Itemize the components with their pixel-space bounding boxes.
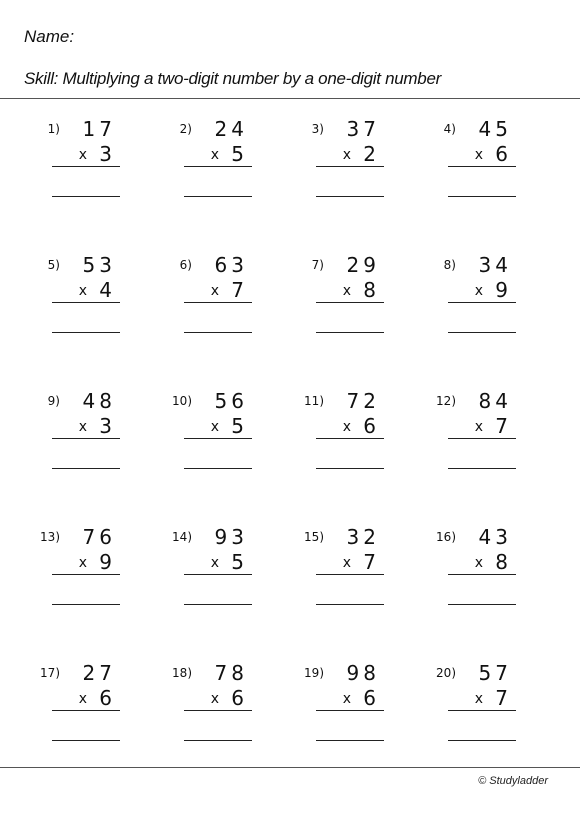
answer-line[interactable] <box>184 740 252 741</box>
multiply-sign: x <box>78 691 87 707</box>
multiplicand: 78 <box>214 661 248 685</box>
problem-number: 3) <box>311 122 324 136</box>
answer-line[interactable] <box>52 468 120 469</box>
operation-line <box>184 166 252 167</box>
answer-line[interactable] <box>184 332 252 333</box>
operation-line <box>52 302 120 303</box>
operation-line <box>448 302 516 303</box>
answer-line[interactable] <box>316 740 384 741</box>
problem-8 <box>408 253 528 368</box>
multiplicand: 57 <box>478 661 512 685</box>
copyright-text: © Studyladder <box>478 775 548 787</box>
multiplier: 3 <box>99 142 112 166</box>
multiplier: 8 <box>495 550 508 574</box>
multiplier: 7 <box>495 414 508 438</box>
problem-number: 18) <box>172 666 192 680</box>
multiplicand: 34 <box>478 253 512 277</box>
problem-number: 19) <box>304 666 324 680</box>
operation-line <box>316 438 384 439</box>
problem-16 <box>408 525 528 640</box>
multiplicand: 98 <box>346 661 380 685</box>
multiplicand: 63 <box>214 253 248 277</box>
multiplier: 7 <box>231 278 244 302</box>
problem-14 <box>144 525 264 640</box>
problem-number: 17) <box>40 666 60 680</box>
multiply-sign: x <box>210 419 219 435</box>
problem-2 <box>144 117 264 232</box>
problem-number: 16) <box>436 530 456 544</box>
operation-line <box>316 166 384 167</box>
multiplier: 4 <box>99 278 112 302</box>
multiply-sign: x <box>210 555 219 571</box>
problem-10 <box>144 389 264 504</box>
multiply-sign: x <box>210 147 219 163</box>
problem-number: 11) <box>304 394 324 408</box>
multiplier: 6 <box>495 142 508 166</box>
multiply-sign: x <box>342 283 351 299</box>
multiply-sign: x <box>342 691 351 707</box>
operation-line <box>52 574 120 575</box>
problem-15 <box>276 525 396 640</box>
answer-line[interactable] <box>448 604 516 605</box>
problem-number: 15) <box>304 530 324 544</box>
problem-1 <box>12 117 132 232</box>
multiplier: 6 <box>363 686 376 710</box>
problem-6 <box>144 253 264 368</box>
answer-line[interactable] <box>184 604 252 605</box>
problem-3 <box>276 117 396 232</box>
problem-number: 8) <box>443 258 456 272</box>
multiplicand: 56 <box>214 389 248 413</box>
multiplier: 9 <box>99 550 112 574</box>
multiplier: 5 <box>231 550 244 574</box>
multiplier: 8 <box>363 278 376 302</box>
footer-divider <box>0 767 580 768</box>
multiplicand: 17 <box>82 117 116 141</box>
multiply-sign: x <box>342 147 351 163</box>
multiplier: 6 <box>99 686 112 710</box>
answer-line[interactable] <box>316 468 384 469</box>
skill-line <box>24 69 441 89</box>
answer-line[interactable] <box>184 468 252 469</box>
answer-line[interactable] <box>448 740 516 741</box>
multiply-sign: x <box>474 691 483 707</box>
problem-20 <box>408 661 528 776</box>
multiplicand: 84 <box>478 389 512 413</box>
answer-line[interactable] <box>448 468 516 469</box>
operation-line <box>184 710 252 711</box>
multiply-sign: x <box>474 555 483 571</box>
answer-line[interactable] <box>52 196 120 197</box>
operation-line <box>316 302 384 303</box>
multiply-sign: x <box>78 283 87 299</box>
operation-line <box>184 574 252 575</box>
multiplicand: 43 <box>478 525 512 549</box>
answer-line[interactable] <box>448 332 516 333</box>
multiplier: 9 <box>495 278 508 302</box>
problem-number: 9) <box>47 394 60 408</box>
problem-number: 10) <box>172 394 192 408</box>
multiply-sign: x <box>474 419 483 435</box>
multiply-sign: x <box>474 283 483 299</box>
multiplier: 7 <box>495 686 508 710</box>
multiplier: 6 <box>363 414 376 438</box>
problem-11 <box>276 389 396 504</box>
answer-line[interactable] <box>316 196 384 197</box>
problem-17 <box>12 661 132 776</box>
skill-label: Skill: <box>24 69 59 88</box>
operation-line <box>184 438 252 439</box>
multiplicand: 29 <box>346 253 380 277</box>
multiplicand: 32 <box>346 525 380 549</box>
operation-line <box>448 710 516 711</box>
multiply-sign: x <box>78 555 87 571</box>
name-label: Name: <box>24 27 75 46</box>
operation-line <box>184 302 252 303</box>
header-divider <box>0 98 580 99</box>
problem-18 <box>144 661 264 776</box>
multiply-sign: x <box>342 419 351 435</box>
multiplicand: 76 <box>82 525 116 549</box>
problem-12 <box>408 389 528 504</box>
problem-number: 4) <box>443 122 456 136</box>
answer-line[interactable] <box>52 740 120 741</box>
operation-line <box>316 710 384 711</box>
operation-line <box>448 574 516 575</box>
multiply-sign: x <box>78 419 87 435</box>
multiplicand: 53 <box>82 253 116 277</box>
answer-line[interactable] <box>184 196 252 197</box>
operation-line <box>316 574 384 575</box>
answer-line[interactable] <box>52 604 120 605</box>
multiply-sign: x <box>342 555 351 571</box>
operation-line <box>52 710 120 711</box>
problem-number: 13) <box>40 530 60 544</box>
multiplicand: 72 <box>346 389 380 413</box>
problem-number: 2) <box>179 122 192 136</box>
multiplicand: 37 <box>346 117 380 141</box>
problem-number: 6) <box>179 258 192 272</box>
problem-number: 12) <box>436 394 456 408</box>
answer-line[interactable] <box>448 196 516 197</box>
multiplicand: 45 <box>478 117 512 141</box>
multiplier: 5 <box>231 142 244 166</box>
problem-number: 5) <box>47 258 60 272</box>
problem-13 <box>12 525 132 640</box>
problem-number: 20) <box>436 666 456 680</box>
multiplicand: 93 <box>214 525 248 549</box>
problem-7 <box>276 253 396 368</box>
multiplier: 2 <box>363 142 376 166</box>
operation-line <box>448 438 516 439</box>
multiplicand: 27 <box>82 661 116 685</box>
operation-line <box>52 438 120 439</box>
multiplier: 5 <box>231 414 244 438</box>
problem-number: 1) <box>47 122 60 136</box>
skill-text: Multiplying a two-digit number by a one-digit number <box>62 69 441 88</box>
problem-19 <box>276 661 396 776</box>
problem-9 <box>12 389 132 504</box>
problem-number: 14) <box>172 530 192 544</box>
answer-line[interactable] <box>52 332 120 333</box>
answer-line[interactable] <box>316 604 384 605</box>
multiplicand: 24 <box>214 117 248 141</box>
problem-5 <box>12 253 132 368</box>
multiply-sign: x <box>474 147 483 163</box>
problem-4 <box>408 117 528 232</box>
multiplier: 6 <box>231 686 244 710</box>
multiply-sign: x <box>210 691 219 707</box>
multiply-sign: x <box>210 283 219 299</box>
multiplicand: 48 <box>82 389 116 413</box>
problem-number: 7) <box>311 258 324 272</box>
multiplier: 7 <box>363 550 376 574</box>
answer-line[interactable] <box>316 332 384 333</box>
multiplier: 3 <box>99 414 112 438</box>
multiply-sign: x <box>78 147 87 163</box>
operation-line <box>52 166 120 167</box>
operation-line <box>448 166 516 167</box>
